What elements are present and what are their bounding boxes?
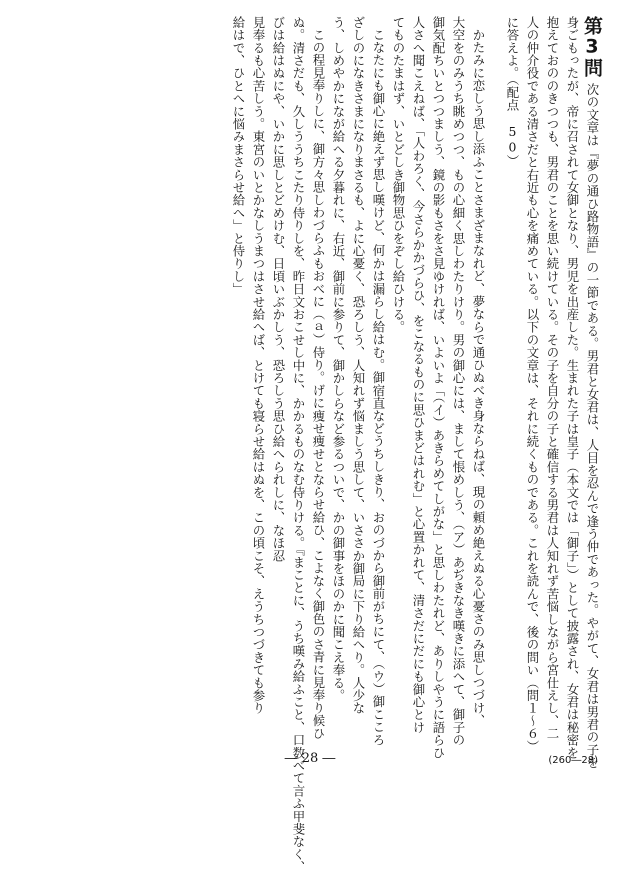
question-intro-line: 人の仲介役である清さだと右近も心を痛めている。以下の文章は、それに続くものである。これを読んで、後の問い（問１～６） [525,16,540,753]
passage-line: かたみに恋しう思し添ふことさまざまなれど、夢ならで通ひぬべき身ならねば、現の頼め絶えぬる心憂さのみ思しつづけ、 [471,28,486,727]
passage-line: 御気配ちいとつつましう、鏡の影もさをさ見ゆければ、いよいよ「（イ）あきらめてしがな」と思しわたれど、ありしやうに語らひ [431,16,446,760]
question-number-label: 第3問 [581,16,603,77]
question-intro-line: 抱えておののきつつも、男君のことを思い続けている。その子を自分の子と確信する男君は人知れず苦悩しながら宮仕えし、二 [545,16,560,740]
passage-line: 大空をのみうち眺めつつ、もの心細く思しわたりけり。男の御心には、まして悵めしう、（ア）あぢきなき嘆きに添へて、御子の [451,16,466,747]
question-intro-line: 身ごもったが、帝に召されて女御となり、男児を出産した。生まれた子は皇子（本文では「御子」）として披露され、女君は秘密を [565,16,580,760]
page-number: ― 28 ― [284,751,336,766]
passage-line: てものたまはず、いとどしき御物思ひをぞし給ひける。 [391,16,406,334]
section-gap [488,16,502,738]
question-intro-line: に答えよ。（配点 50） [505,16,520,168]
question-intro-text: 次の文章は『夢の通ひ路物語』の一節である。男君と女君は、人目を忍んで逢う仲であった。やがて、女君は男君の子を [585,83,600,769]
passage-line: びは給はぬにや、いかに思しとどめけむ、日頃いぶかしう、恐ろしう思ひ給へられしに、なほ忍 [271,16,286,563]
passage-line: この程見奉りしに、御方々思しわづらふもおべに（ａ）侍り。げに痩せ痩せとならせ給ひ、こよなく御色のさ青に見奉り候ひ [311,28,326,740]
page-code: (260―28) [548,755,598,766]
question-intro-line-1 [581,16,603,769]
passage-line: こなたにも御心に絶えず思し嘆けど、何かは漏らし給はむ。御宿直などうちしきり、おのづから御前がちにて、（ウ）御こころ [371,28,386,747]
passage-line: ざしのになきさまになりまさるも、よに心憂く、恐ろしう、人知れず悩ましう思して、いささか御局に下り給へり。人少な [351,16,366,715]
passage-line: 給はで、ひとへに悩みまさらせ給へ」と侍りし」 [231,16,246,296]
passage-line: う、しめやかになが給へる夕暮れに、右近、御前に参りて、御かしらなど参るついで、かの御事をほのかに聞こえ奉る。 [331,16,346,702]
passage-line: 見奉るも心苦しう。東宮のいとかなしうまつはさせ給へば、とけても寝らせ給はぬを、この頃こそ、えうちつづきても参り [251,16,266,715]
passage-line: ぬ。清さだも、久しううちこたり侍りしを、昨日文おこせし中に、かかるものなむ侍りける。『まことに、うち嘆み給ふこと、口数べて言ふ甲斐なく、 [291,16,306,873]
passage-line: 人さへ聞こえねば、「人わろく、今さらかかづらひ、をこなるものに思ひまどはれむ」と心置かれて、清さだにだにも御心とけ [411,16,426,734]
